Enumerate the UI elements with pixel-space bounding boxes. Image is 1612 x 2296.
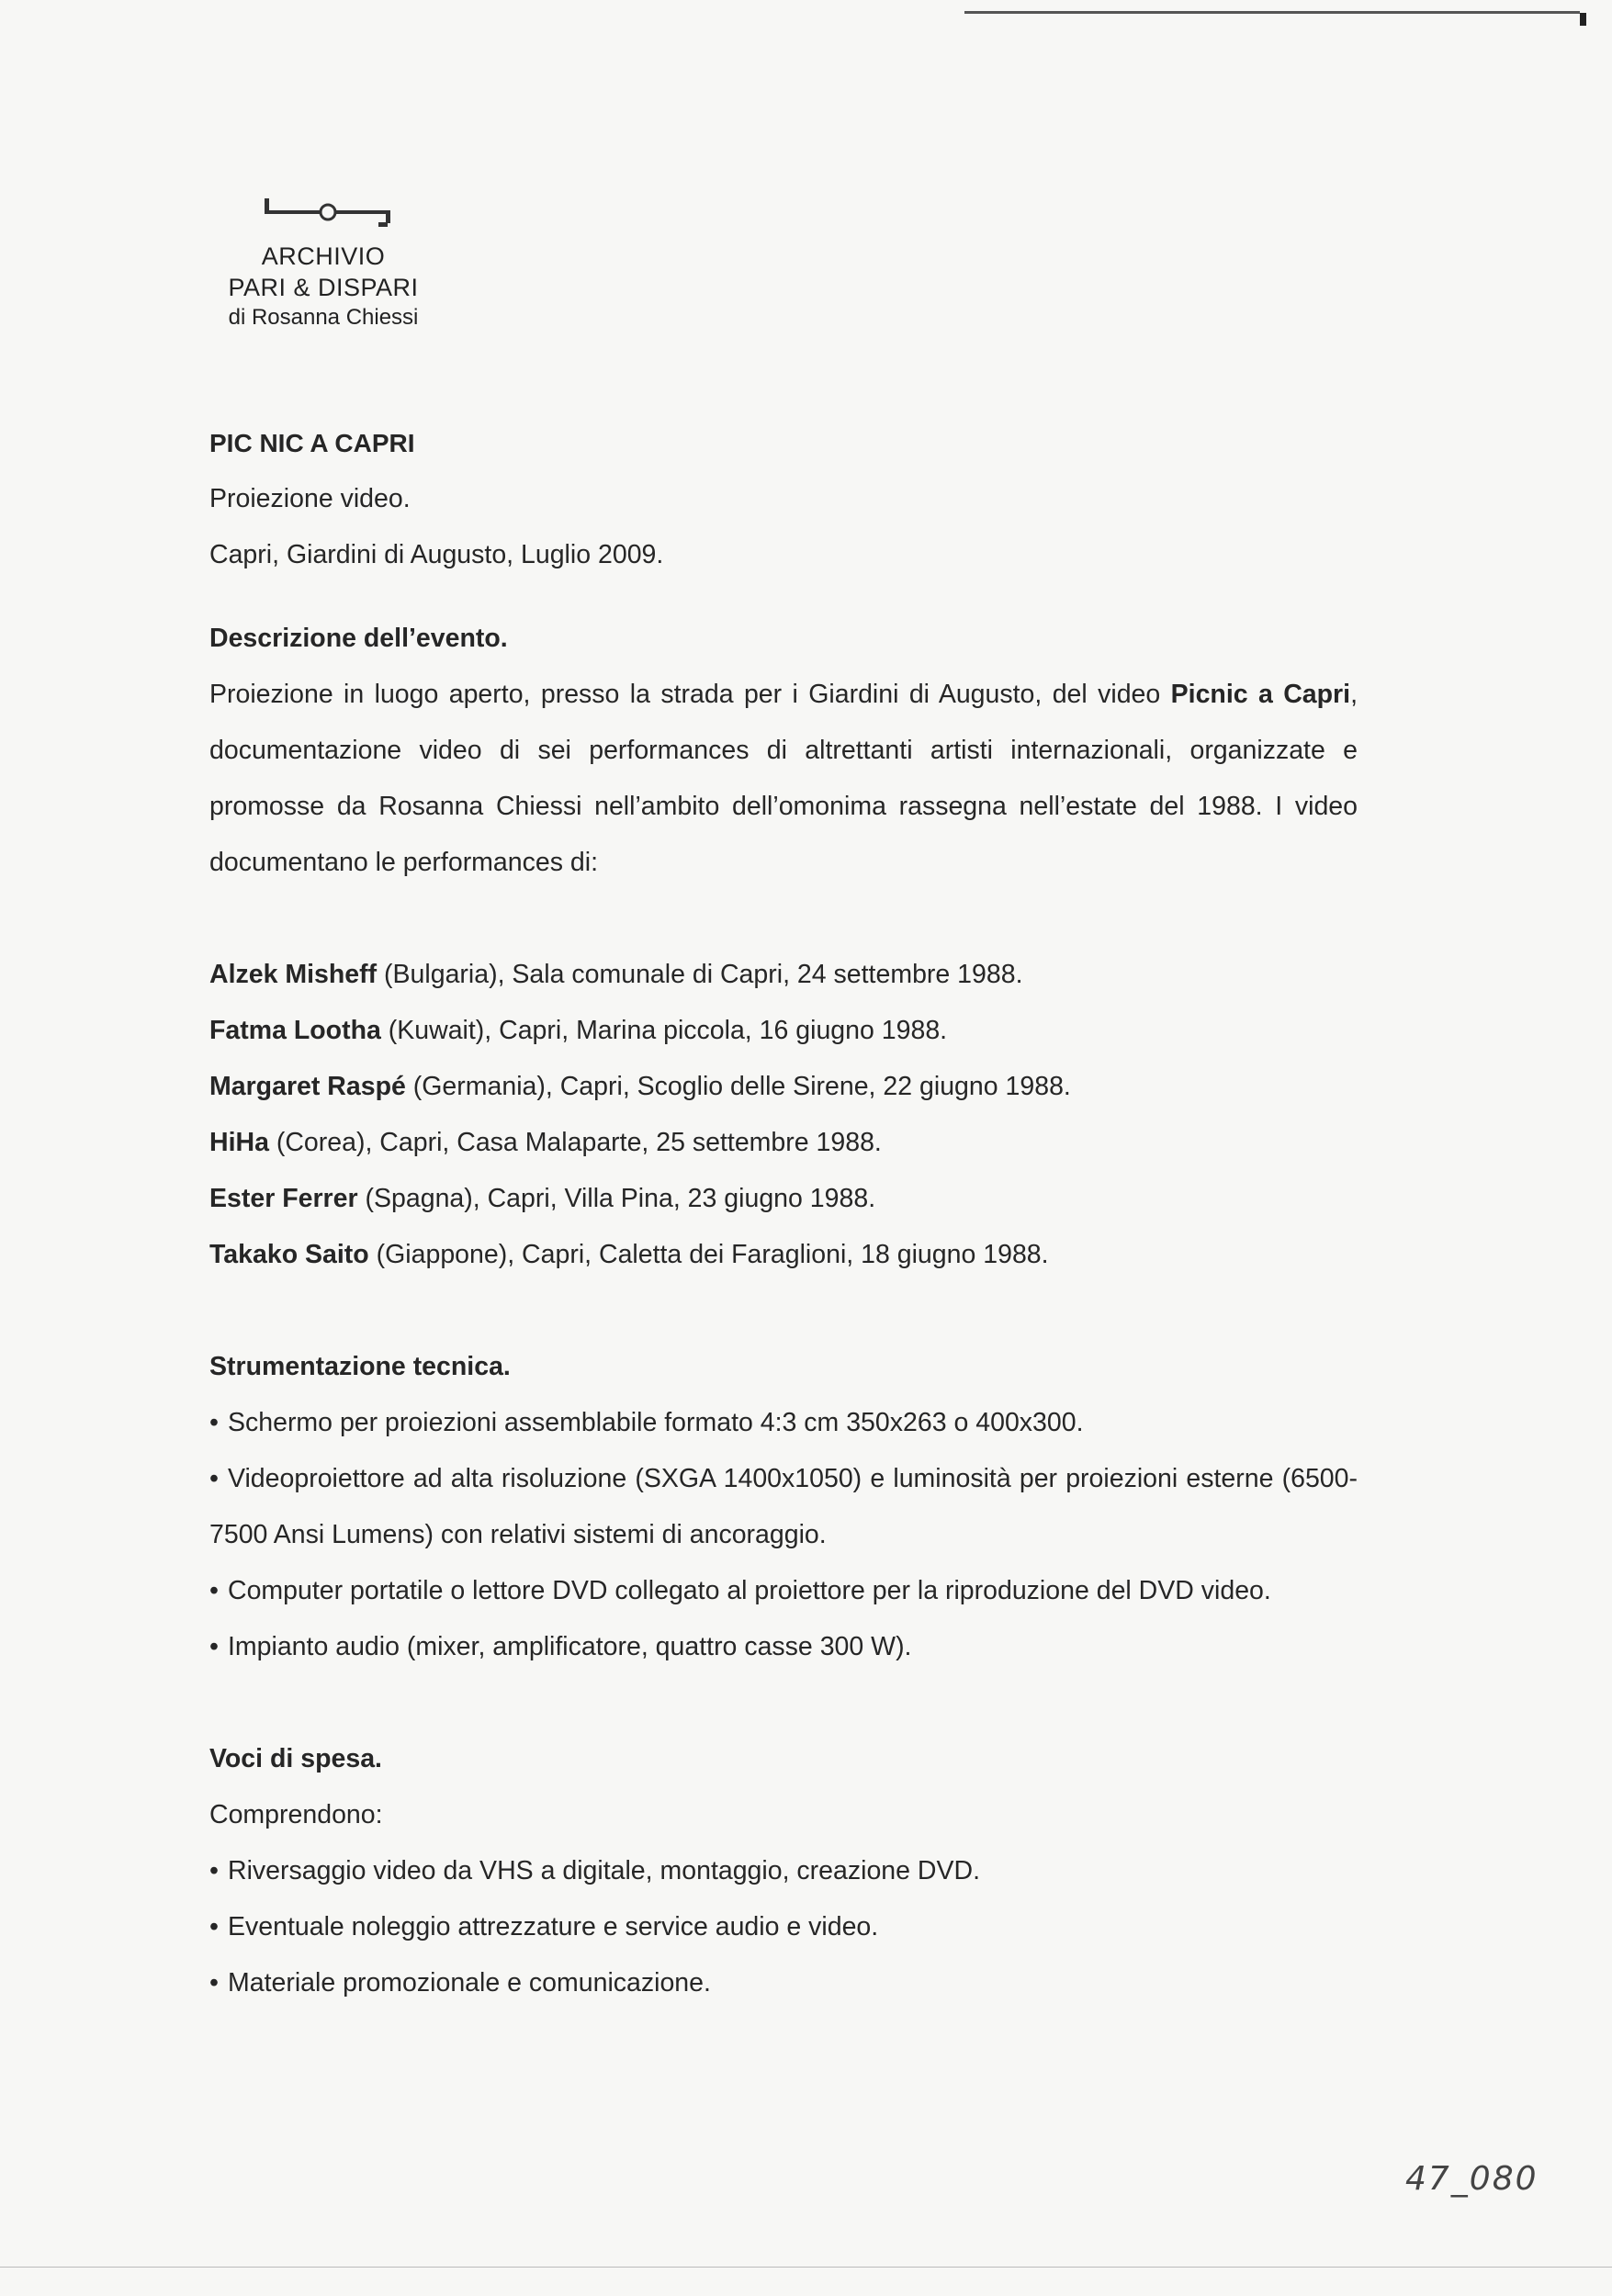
performance-details: (Giappone), Capri, Caletta dei Faraglioni, 18 giugno 1988.: [368, 1240, 1049, 1269]
description-body: , documentazione video di sei performances di altrettanti artisti internazionali, organizzate e promosse da Rosanna Chiessi nell’ambito dell’omonima rassegna nell’estate del 1988. I video documentano le performances di:: [209, 680, 1358, 877]
archive-logo: [213, 195, 434, 332]
performance-item: [209, 1059, 1358, 1115]
performance-item: [209, 1115, 1358, 1171]
logo-owner: di Rosanna Chiessi: [228, 305, 419, 330]
scan-edge-line: [964, 11, 1580, 14]
performance-details: (Bulgaria), Sala comunale di Capri, 24 settembre 1988.: [377, 960, 1023, 989]
performance-details: (Kuwait), Capri, Marina piccola, 16 giugno 1988.: [380, 1016, 948, 1045]
performance-artist: Margaret Raspé: [209, 1072, 406, 1101]
performance-artist: Alzek Misheff: [209, 960, 378, 989]
performance-item: [209, 1003, 1358, 1059]
document-body: [209, 415, 1358, 2011]
performance-details: (Spagna), Capri, Villa Pina, 23 giugno 1988.: [357, 1184, 876, 1213]
expenses-intro: Comprendono:: [209, 1800, 383, 1829]
expenses-heading: Voci di spesa.: [209, 1744, 382, 1773]
logo-pari-dispari: PARI & DISPARI: [228, 274, 419, 301]
performance-item: [209, 1171, 1358, 1227]
description-intro: Proiezione in luogo aperto, presso la strada per i Giardini di Augusto, del video: [209, 680, 1171, 709]
performance-item: [209, 947, 1358, 1003]
event-subtitle: Proiezione video.: [209, 484, 411, 513]
performance-item: [209, 1227, 1358, 1283]
performance-artist: Fatma Lootha: [209, 1016, 381, 1045]
video-title: Picnic a Capri: [1170, 680, 1351, 709]
performance-artist: Ester Ferrer: [209, 1184, 358, 1213]
performance-details: (Germania), Capri, Scoglio delle Sirene, 22 giugno 1988.: [405, 1072, 1071, 1101]
scan-bottom-edge: [0, 2267, 1612, 2268]
scan-edge-mark: [1580, 13, 1586, 26]
description-paragraph: [209, 667, 1358, 891]
performance-details: (Corea), Capri, Casa Malaparte, 25 settembre 1988.: [268, 1128, 882, 1157]
key-icon: [231, 195, 406, 241]
page-code: 47_080: [1405, 2160, 1539, 2198]
expense-item: • Riversaggio video da VHS a digitale, montaggio, creazione DVD.: [209, 1843, 1358, 1899]
performance-artist: Takako Saito: [209, 1240, 369, 1269]
event-location: Capri, Giardini di Augusto, Luglio 2009.: [209, 540, 664, 569]
expense-item: • Materiale promozionale e comunicazione.: [209, 1955, 1358, 2011]
equipment-item: • Impianto audio (mixer, amplificatore, quattro casse 300 W).: [209, 1619, 1358, 1675]
expense-item: • Eventuale noleggio attrezzature e service audio e video.: [209, 1899, 1358, 1955]
description-heading: Descrizione dell’evento.: [209, 624, 508, 653]
equipment-item: • Computer portatile o lettore DVD collegato al proiettore per la riproduzione del DVD video.: [209, 1563, 1358, 1619]
equipment-item: • Videoproiettore ad alta risoluzione (SXGA 1400x1050) e luminosità per proiezioni esterne (6500-7500 Ansi Lumens) con relativi sistemi di ancoraggio.: [209, 1451, 1358, 1563]
performance-artist: HiHa: [209, 1128, 269, 1157]
event-title: PIC NIC A CAPRI: [209, 429, 415, 457]
logo-archivio: ARCHIVIO: [261, 242, 386, 270]
equipment-heading: Strumentazione tecnica.: [209, 1352, 511, 1381]
equipment-item: • Schermo per proiezioni assemblabile formato 4:3 cm 350x263 o 400x300.: [209, 1395, 1358, 1451]
